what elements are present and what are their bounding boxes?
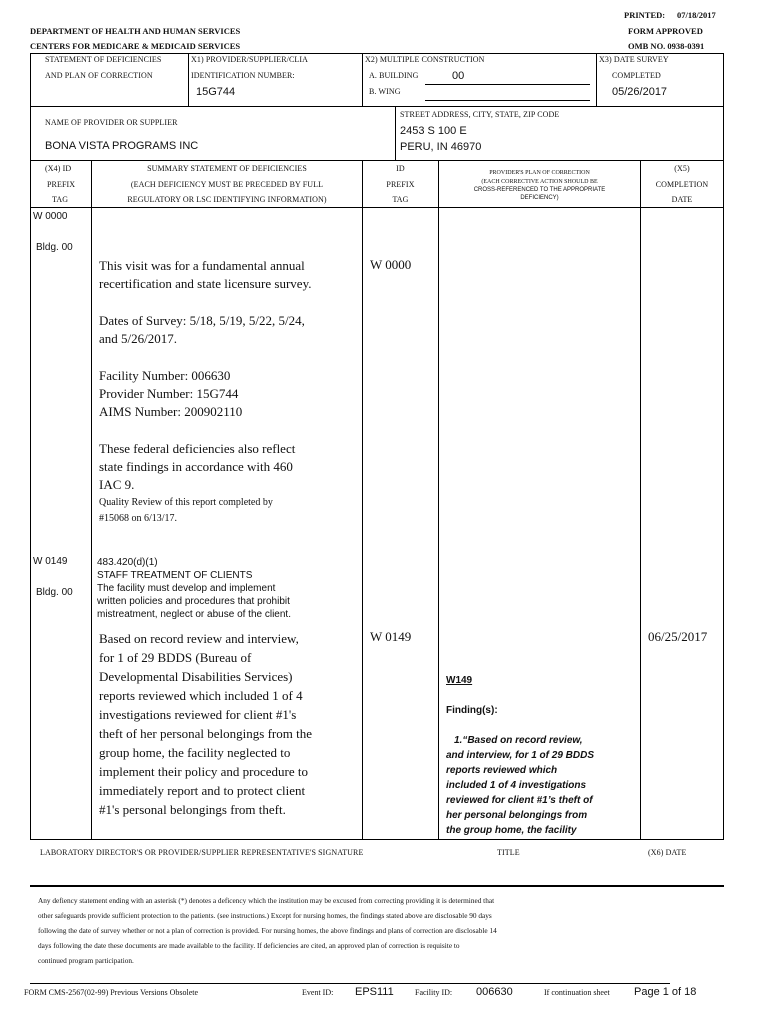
- event-id-label: Event ID:: [302, 988, 334, 997]
- x3-label-2: COMPLETED: [612, 71, 661, 80]
- cms-title: CENTERS FOR MEDICARE & MEDICAID SERVICES: [30, 41, 241, 51]
- x1-label-2: IDENTIFICATION NUMBER:: [191, 71, 295, 80]
- address-line-1: 2453 S 100 E: [400, 125, 467, 137]
- x2-label: X2) MULTIPLE CONSTRUCTION: [365, 55, 485, 64]
- provider-id-value: 15G744: [196, 86, 236, 98]
- statement-label: STATEMENT OF DEFICIENCIES: [45, 55, 162, 64]
- x5-date: DATE: [671, 195, 693, 204]
- wing-label: B. WING: [369, 87, 401, 96]
- signature-label: LABORATORY DIRECTOR'S OR PROVIDER/SUPPLIER REPRESENTATIVE'S SIGNATURE: [40, 848, 364, 857]
- id-tag-w0149: W 0149: [370, 629, 412, 644]
- id-header: ID: [396, 164, 405, 173]
- id-prefix: PREFIX: [386, 180, 415, 189]
- provider-name-label: NAME OF PROVIDER OR SUPPLIER: [45, 118, 178, 127]
- summary-p2: Dates of Survey: 5/18, 5/19, 5/22, 5/24, and 5/26/2017.: [99, 313, 305, 346]
- address-label: STREET ADDRESS, CITY, STATE, ZIP CODE: [400, 110, 560, 119]
- x6-date-label: (X6) DATE: [648, 848, 687, 857]
- id-tag: TAG: [392, 195, 409, 204]
- quality-review: Quality Review of this report completed by #15068 on 6/13/17.: [99, 497, 273, 524]
- omb-number: OMB NO. 0938-0391: [628, 41, 705, 51]
- form-approved: FORM APPROVED: [628, 26, 703, 36]
- plan-label: AND PLAN OF CORRECTION: [45, 71, 153, 80]
- address-line-2: PERU, IN 46970: [400, 141, 482, 153]
- bldg-1: Bldg. 00: [36, 242, 73, 253]
- completion-date: 06/25/2017: [648, 629, 708, 644]
- summary-sub2: REGULATORY OR LSC IDENTIFYING INFORMATION): [127, 195, 327, 204]
- finding-text: Based on record review and interview, for 1 of 29 BDDS (Bureau of Developmental Disabilities Services) reports reviewed which included 1 of 4 investigations reviewed for client #1's theft of her personal belongings from the group home, the facility neglected to implement their policy and procedure to immediately report and to protect client #1's personal belongings from theft.: [99, 631, 312, 817]
- regulation-block: 483.420(d)(1) STAFF TREATMENT OF CLIENTS The facility must develop and implement written policies and procedures that prohibit mistreatment, neglect or abuse of the client.: [97, 557, 291, 620]
- event-id-value: EPS111: [355, 986, 394, 998]
- provider-name-value: BONA VISTA PROGRAMS INC: [45, 140, 199, 152]
- x5-completion: COMPLETION: [655, 180, 709, 189]
- plan-sub2: CROSS-REFERENCED TO THE APPROPRIATE: [473, 187, 606, 193]
- building-value: 00: [452, 70, 465, 82]
- id-tag-w0000: W 0000: [370, 257, 412, 272]
- department-title: DEPARTMENT OF HEALTH AND HUMAN SERVICES: [30, 26, 241, 36]
- printed-date: 07/18/2017: [677, 10, 716, 20]
- page-number: Page 1 of 18: [634, 986, 697, 998]
- tag-w0000: W 0000: [33, 211, 68, 222]
- x4-header: (X4) ID: [45, 164, 72, 173]
- form-number: FORM CMS-2567(02-99) Previous Versions Obsolete: [24, 988, 199, 997]
- survey-date-value: 05/26/2017: [612, 86, 668, 98]
- x1-label: X1) PROVIDER/SUPPLIER/CLIA: [191, 55, 309, 64]
- plan-text: 1.“Based on record review, and interview, for 1 of 29 BDDS reports reviewed which included 1 of 4 investigations reviewed for client #1’s theft of her personal belongings from the group home, the facility: [446, 735, 594, 836]
- title-label: TITLE: [497, 848, 520, 857]
- plan-sub3: DEFICIENCY): [520, 195, 559, 201]
- summary-sub1: (EACH DEFICIENCY MUST BE PRECEDED BY FULL: [130, 180, 324, 189]
- facility-id-label: Facility ID:: [415, 988, 453, 997]
- facility-id-value: 006630: [476, 986, 513, 998]
- bldg-2: Bldg. 00: [36, 587, 73, 598]
- summary-p4: These federal deficiencies also reflect state findings in accordance with 460 IAC 9.: [99, 441, 296, 492]
- plan-sub1: (EACH CORRECTIVE ACTION SHOULD BE: [481, 179, 598, 185]
- x4-prefix: PREFIX: [47, 180, 76, 189]
- disclaimer: Any defiency statement ending with an asterisk (*) denotes a deficency which the institution may be excused from correcting providing it is determined that other safeguards provide sufficient protection to the patients. (see instructions.) Except for nursing homes, the findings stated above are disclosable 90 days following the date of survey whether or not a plan of correction is provided. For nursing homes, the above findings and plans of correction are disclosable 14 days following the date these documents are made available to the facility. If deficiencies are cited, an approved plan of correction is requisite to continued program participation.: [38, 896, 497, 965]
- plan-findings: Finding(s):: [446, 705, 498, 716]
- x4-tag: TAG: [52, 195, 69, 204]
- summary-p1: This visit was for a fundamental annual recertification and state licensure survey.: [99, 258, 312, 291]
- plan-header: PROVIDER'S PLAN OF CORRECTION: [489, 170, 590, 176]
- printed-label: PRINTED:: [624, 10, 666, 20]
- summary-header: SUMMARY STATEMENT OF DEFICIENCIES: [147, 164, 307, 173]
- building-label: A. BUILDING: [369, 71, 419, 80]
- x5-header: (X5): [674, 164, 690, 173]
- tag-w0149: W 0149: [33, 556, 68, 567]
- continuation-label: If continuation sheet: [544, 988, 610, 997]
- plan-heading: W149: [446, 675, 473, 686]
- x3-label: X3) DATE SURVEY: [599, 55, 669, 64]
- summary-p3: Facility Number: 006630 Provider Number: 15G744 AIMS Number: 200902110: [99, 368, 243, 419]
